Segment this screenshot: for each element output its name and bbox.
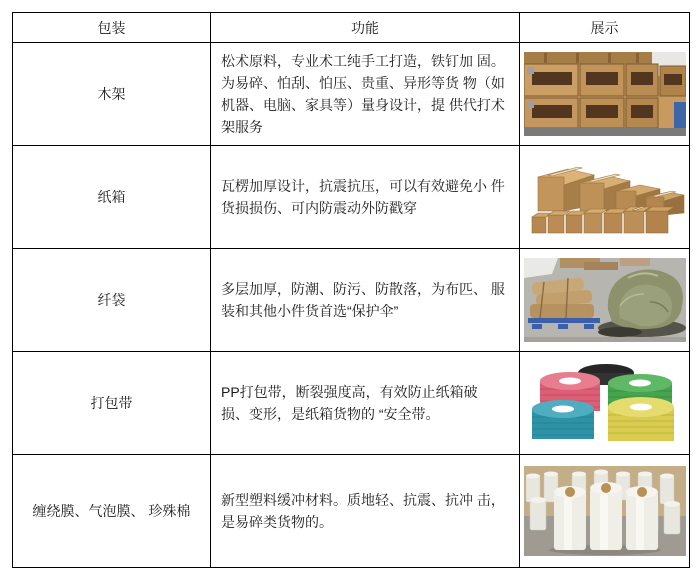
package-name: 木架 <box>13 43 211 146</box>
function-text: PP打包带，断裂强度高，有效防止纸箱破 损、变形，是纸箱货物的 “安全带。 <box>211 352 520 455</box>
photo-cell <box>520 352 690 455</box>
packaging-table <box>12 12 690 568</box>
table-header-row <box>13 13 690 43</box>
table-row-films <box>13 455 690 568</box>
table-row-woven-bag <box>13 249 690 352</box>
header-display: 展示 <box>520 13 690 43</box>
function-text: 松术原料，专业术工纯手工打造，铁钉加 固。为易碎、怕刮、怕压、贵重、异形等货 物（如机器、电脑、家具等）量身设计，提 供代打术架服务 <box>211 43 520 146</box>
package-name: 纤袋 <box>13 249 211 352</box>
header-package: 包装 <box>13 13 211 43</box>
stretch-film-rolls-photo <box>524 466 686 556</box>
table-row-wooden-frame <box>13 43 690 146</box>
function-text: 多层加厚，防潮、防污、防散落，为布匹、 服装和其他小件货首选“保护伞” <box>211 249 520 352</box>
wooden-crates-photo <box>524 52 686 136</box>
function-text: 新型塑料缓冲材料。质地轻、抗震、抗冲 击，是易碎类货物的。 <box>211 455 520 568</box>
package-name: 打包带 <box>13 352 211 455</box>
photo-cell <box>520 43 690 146</box>
table-row-strapping <box>13 352 690 455</box>
header-function: 功能 <box>211 13 520 43</box>
cardboard-boxes-photo <box>524 155 686 239</box>
package-name: 纸箱 <box>13 146 211 249</box>
table-row-carton <box>13 146 690 249</box>
woven-bags-photo <box>524 258 686 342</box>
function-text: 瓦楞加厚设计，抗震抗压，可以有效避免小 件货损损伤、可内防震动外防戳穿 <box>211 146 520 249</box>
photo-cell <box>520 249 690 352</box>
photo-cell <box>520 455 690 568</box>
package-name: 缠绕膜、气泡膜、 珍殊棉 <box>13 455 211 568</box>
photo-cell <box>520 146 690 249</box>
strapping-rolls-photo <box>524 361 686 445</box>
